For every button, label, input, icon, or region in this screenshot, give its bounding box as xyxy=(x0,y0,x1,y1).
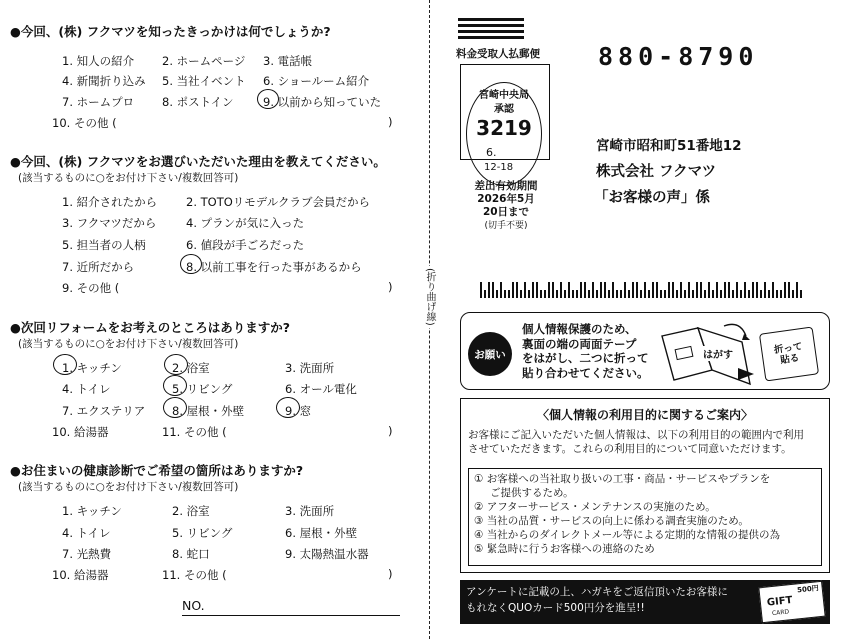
q4-option-1[interactable]: 1. キッチン xyxy=(62,504,122,518)
q2-option-6[interactable]: 6. 値段が手ごろだった xyxy=(186,238,305,252)
q1-option-7[interactable]: 7. ホームプロ xyxy=(62,95,135,109)
q3-option-7[interactable]: 7. エクステリア xyxy=(62,404,146,418)
q4-title: ●お住まいの健康診断でご希望の箇所はありますか? xyxy=(10,463,304,478)
gift-card-value: 500円 xyxy=(796,584,820,595)
privacy-title: 〈個人情報の利用目的に関するご案内〉 xyxy=(536,408,753,422)
notice-badge: お願い xyxy=(468,332,512,376)
q1-other-close: ) xyxy=(388,115,393,129)
stamp-bars xyxy=(458,18,524,42)
q1-option-5[interactable]: 5. 当社イベント xyxy=(162,74,246,88)
q3-title: ●次回リフォームをお考えのところはありますか? xyxy=(10,320,291,335)
validity-4: (切手不要) xyxy=(484,221,528,231)
q2-option-7[interactable]: 7. 近所だから xyxy=(62,260,135,274)
q2-option-3[interactable]: 3. フクマツだから xyxy=(62,216,157,230)
stamp-number: 3219 xyxy=(476,116,532,140)
q2-option-9[interactable]: 9. その他 ( xyxy=(62,281,120,295)
q4-option-11[interactable]: 11. その他 ( xyxy=(162,568,227,582)
q2-option-5[interactable]: 5. 担当者の人柄 xyxy=(62,238,146,252)
q3-other-close: ) xyxy=(388,424,393,438)
q3-option-9[interactable]: 9. 窓 xyxy=(285,404,312,418)
q4-option-2[interactable]: 2. 浴室 xyxy=(172,504,210,518)
validity-1: 差出有効期間 xyxy=(474,180,538,192)
q3-option-10[interactable]: 10. 給湯器 xyxy=(52,425,109,439)
notice-line-4: 貼り合わせてください。 xyxy=(522,365,649,380)
q1-option-6[interactable]: 6. ショールーム紹介 xyxy=(263,74,370,88)
privacy-item-1-cont: ご提供するため。 xyxy=(490,487,574,499)
q3-answer-circle-8 xyxy=(163,397,187,418)
q1-option-3[interactable]: 3. 電話帳 xyxy=(263,54,313,68)
company-name: 株式会社 フクマツ xyxy=(596,164,717,180)
q3-option-4[interactable]: 4. トイレ xyxy=(62,382,111,396)
gift-line-2: もれなくQUOカード500円分を進呈!! xyxy=(466,602,645,614)
q3-option-8[interactable]: 8. 屋根・外壁 xyxy=(172,404,245,418)
notice-line-3: をはがし、二つに折って xyxy=(522,351,649,365)
q4-option-4[interactable]: 4. トイレ xyxy=(62,526,111,540)
q3-answer-circle-5 xyxy=(163,375,187,396)
postmark-date: 6. xyxy=(486,146,497,159)
q4-option-3[interactable]: 3. 洗面所 xyxy=(285,504,335,518)
q3-note: (該当するものに○をお付け下さい/複数回答可) xyxy=(18,338,239,350)
q1-option-4[interactable]: 4. 新聞折り込み xyxy=(62,74,146,88)
q2-other-close: ) xyxy=(388,280,393,294)
privacy-item-2: ② アフターサービス・メンテナンスの実施のため。 xyxy=(474,501,716,513)
q1-title: ●今回、(株) フクマツを知ったきっかけは何でしょうか? xyxy=(10,24,331,39)
q3-answer-circle-1 xyxy=(53,354,77,375)
notice-line-1: 個人情報保護のため、 xyxy=(522,322,637,336)
q4-option-5[interactable]: 5. リビング xyxy=(172,526,233,540)
q3-option-5[interactable]: 5. リビング xyxy=(172,382,233,396)
zip-code: 880-8790 xyxy=(598,42,759,71)
q2-title: ●今回、(株) フクマツをお選びいただいた理由を教えてください。 xyxy=(10,154,386,169)
q3-answer-circle-2 xyxy=(164,354,188,375)
privacy-intro-2: させていただきます。これらの利用目的について同意いただけます。 xyxy=(468,443,792,455)
q1-answer-circle-9 xyxy=(257,89,279,109)
peel-label: はがす xyxy=(702,346,734,361)
gift-card-label: GIFT xyxy=(766,594,794,609)
stamp-title: 料金受取人払郵便 xyxy=(456,48,540,60)
q1-option-9[interactable]: 9. 以前から知っていた xyxy=(263,95,382,109)
department-name: 「お客様の声」係 xyxy=(594,190,710,206)
q4-option-9[interactable]: 9. 太陽熱温水器 xyxy=(285,547,369,561)
q3-option-1[interactable]: 1. キッチン xyxy=(62,361,122,375)
q3-option-6[interactable]: 6. オール電化 xyxy=(285,382,357,396)
privacy-intro xyxy=(468,428,804,456)
notice-line-2: 裏面の端の両面テープ xyxy=(522,336,637,351)
q2-option-1[interactable]: 1. 紹介されたから xyxy=(62,195,158,209)
q4-option-7[interactable]: 7. 光熱費 xyxy=(62,547,112,561)
q2-option-4[interactable]: 4. プランが気に入った xyxy=(186,216,305,230)
gift-card-icon xyxy=(758,581,825,623)
privacy-intro-1: お客様にご記入いただいた個人情報は、以下の利用目的の範囲内で利用 xyxy=(468,429,804,441)
q2-note: (該当するものに○をお付け下さい/複数回答可) xyxy=(18,172,239,184)
privacy-item-1: ① お客様への当社取り扱いの工事・商品・サービスやプランを xyxy=(474,473,771,485)
privacy-item-3: ③ 当社の品質・サービスの向上に係わる調査実施のため。 xyxy=(474,515,749,527)
q1-option-10[interactable]: 10. その他 ( xyxy=(52,116,117,130)
privacy-item-5: ⑤ 緊急時に行うお客様への連絡のため xyxy=(474,543,655,555)
q4-note: (該当するものに○をお付け下さい/複数回答可) xyxy=(18,481,239,493)
privacy-item-4: ④ 当社からのダイレクトメール等による定期的な情報の提供の為 xyxy=(474,529,781,541)
q2-answer-circle-8 xyxy=(180,254,202,274)
q3-option-2[interactable]: 2. 浴室 xyxy=(172,361,210,375)
q1-option-1[interactable]: 1. 知人の紹介 xyxy=(62,54,135,68)
fold-paste-label: 折って 貼る xyxy=(759,326,819,381)
q4-option-8[interactable]: 8. 蛇口 xyxy=(172,547,210,561)
number-underline xyxy=(182,615,400,616)
gift-text xyxy=(466,584,728,616)
gift-card-sub: CARD xyxy=(771,608,790,618)
q4-other-close: ) xyxy=(388,567,393,581)
postal-barcode xyxy=(480,282,820,298)
q1-option-8[interactable]: 8. ポストイン xyxy=(162,95,234,109)
postmark-time: 12-18 xyxy=(484,162,514,173)
number-label: NO. xyxy=(182,598,205,613)
stamp-approve: 承認 xyxy=(494,104,514,115)
gift-line-1: アンケートに記載の上、ハガキをご返信頂いたお客様に xyxy=(466,586,728,598)
q3-option-3[interactable]: 3. 洗面所 xyxy=(285,361,335,375)
q3-option-11[interactable]: 11. その他 ( xyxy=(162,425,227,439)
q2-option-8[interactable]: 8. 以前工事を行った事があるから xyxy=(186,260,362,274)
address: 宮崎市昭和町51番地12 xyxy=(596,138,742,154)
q1-option-2[interactable]: 2. ホームページ xyxy=(162,54,246,68)
q3-answer-circle-9 xyxy=(276,397,300,418)
privacy-items xyxy=(474,472,780,556)
notice-text xyxy=(522,322,649,380)
q4-option-10[interactable]: 10. 給湯器 xyxy=(52,568,109,582)
q2-option-2[interactable]: 2. TOTOリモデルクラブ会員だから xyxy=(186,195,370,209)
fold-label: (折り曲げ線) xyxy=(421,266,437,328)
q4-option-6[interactable]: 6. 屋根・外壁 xyxy=(285,526,358,540)
stamp-office: 宮崎中央局 xyxy=(479,90,529,101)
validity-2: 2026年5月 xyxy=(477,193,535,205)
validity-3: 20日まで xyxy=(482,206,530,218)
